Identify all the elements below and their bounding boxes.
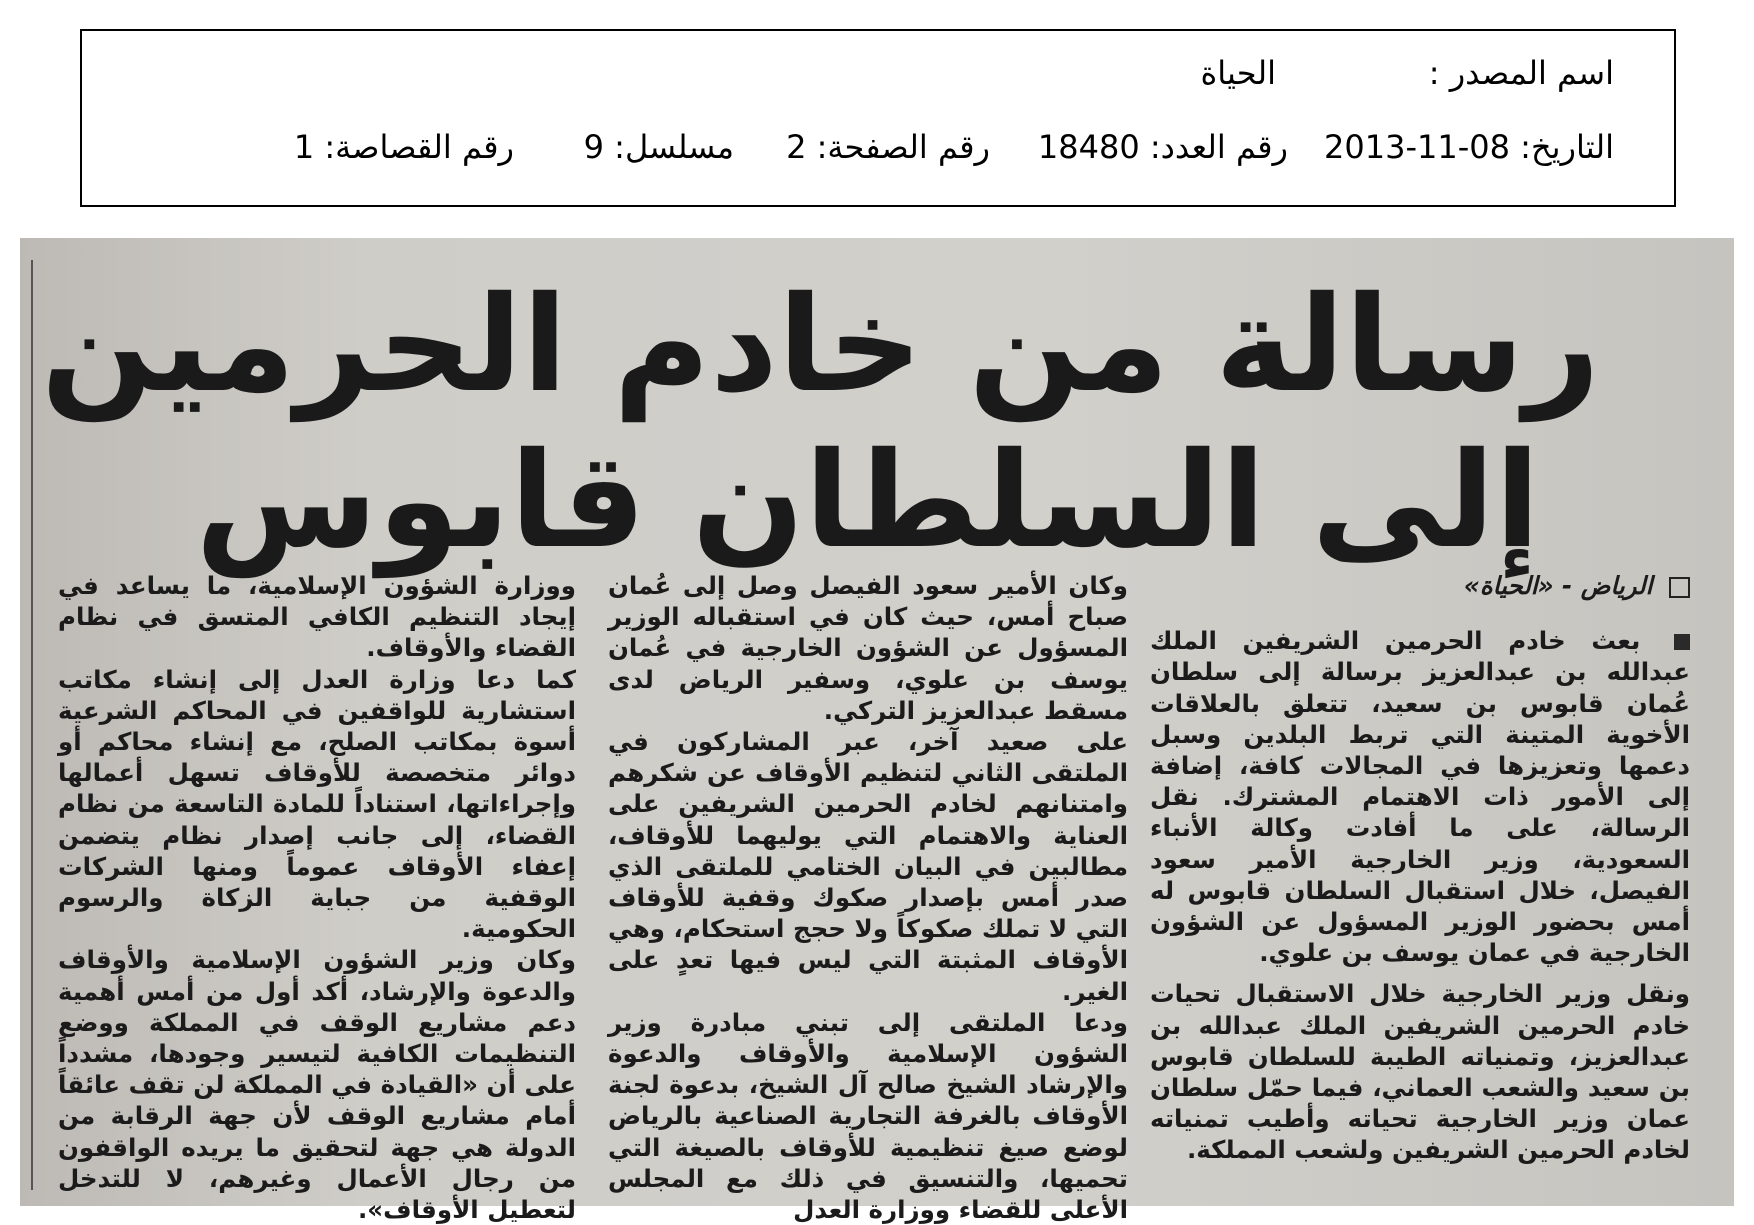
dateline (1150, 570, 1690, 601)
newspaper-clipping (20, 238, 1734, 1225)
article-column-left (58, 570, 576, 1225)
source-label: اسم المصدر : (1428, 54, 1614, 92)
article-column-right (1150, 570, 1690, 1166)
dateline-text: الرياض - «الحياة» (1463, 571, 1653, 600)
issue-number-field: رقم العدد: 18480 (1037, 128, 1288, 166)
serial-field: مسلسل: 9 (583, 128, 734, 166)
clip-number-field: رقم القصاصة: 1 (293, 128, 514, 166)
headline-line-2: إلى السلطان قابوس (195, 424, 1540, 578)
column-rule (31, 260, 33, 1190)
paragraph (1150, 625, 1690, 968)
source-value: الحياة (1200, 54, 1276, 92)
paragraph: ووزارة الشؤون الإسلامية، ما يساعد في إيجاد التنظيم الكافي المتسق في نظام القضاء والأوقاف. (58, 571, 576, 663)
article-column-middle (608, 570, 1128, 1225)
paragraph: ودعا الملتقى إلى تبني مبادرة وزير الشؤون الإسلامية والأوقاف والدعوة والإرشاد الشيخ صالح آل الشيخ، بدعوة لجنة الأوقاف بالغرفة التجارية الصناعية بالرياض لوضع صيغ تنظيمية للأوقاف بالصيغة التي تحميها، والتنسيق في ذلك مع المجلس الأعلى للقضاء ووزارة العدل (608, 1007, 1128, 1225)
paragraph-text: بعث خادم الحرمين الشريفين الملك عبدالله بن عبدالعزيز برسالة إلى سلطان عُمان قابوس بن سعيد، تتعلق بالعلاقات الأخوية المتينة التي تربط البلدين وسبل دعمها وتعزيزها في المجالات كافة، إضافة إلى الأمور ذات الاهتمام المشترك. نقل الرسالة، على ما أفادت وكالة الأنباء السعودية، وزير الخارجية الأمير سعود الفيصل، خلال استقبال السلطان قابوس له أمس بحضور الوزير المسؤول عن الشؤون الخارجية في عمان يوسف بن علوي. (1150, 626, 1690, 968)
paragraph: وكان وزير الشؤون الإسلامية والأوقاف والدعوة والإرشاد، أكد أول من أمس أهمية دعم مشاريع الوقف في المملكة ووضع التنظيمات الكافية لتيسير وجودها، مشدداً على أن «القيادة في المملكة لن تقف عائقاً أمام مشاريع الوقف لأن جهة الرقابة من الدولة هي جهة لتحقيق ما يريده الواقفون من رجال الأعمال وغيرهم، لا للتدخل لتعطيل الأوقاف». (58, 945, 576, 1225)
paragraph: كما دعا وزارة العدل إلى إنشاء مكاتب استشارية للواقفين في المحاكم الشرعية أسوة بمكاتب الصلح، مع إنشاء محاكم أو دوائر متخصصة للأوقاف تسهل أعمالها وإجراءاتها، استناداً للمادة التاسعة من نظام القضاء، إلى جانب إصدار نظام يتضمن إعفاء الأوقاف عموماً ومنها الشركات الوقفية من جباية الزكاة والرسوم الحكومية. (58, 664, 576, 944)
source-info-box (80, 29, 1676, 207)
headline-line-1: رسالة من خادم الحرمين (41, 268, 1600, 422)
date-field: التاريخ: 08-11-2013 (1324, 128, 1614, 166)
dateline-square-icon (1669, 577, 1690, 598)
paragraph: على صعيد آخر، عبر المشاركون في الملتقى الثاني لتنظيم الأوقاف عن شكرهم وامتنانهم لخادم الحرمين الشريفين على العناية والاهتمام التي يوليهما للأوقاف، مطالبين في البيان الختامي للملتقى الذي صدر أمس بإصدار صكوك وقفية للأوقاف التي لا تملك صكوكاً ولا حجج استحكام، وهي الأوقاف المثبتة التي ليس فيها تعدٍ على الغير. (608, 727, 1128, 1006)
paragraph: ونقل وزير الخارجية خلال الاستقبال تحيات خادم الحرمين الشريفين الملك عبدالله بن عبدالعزيز، وتمنياته الطيبة للسلطان قابوس بن سعيد والشعب العماني، فيما حمّل سلطان عمان وزير الخارجية تحياته وأطيب تمنياته لخادم الحرمين الشريفين ولشعب المملكة. (1150, 979, 1690, 1165)
lead-square-icon (1674, 634, 1690, 650)
paragraph: وكان الأمير سعود الفيصل وصل إلى عُمان صباح أمس، حيث كان في استقباله الوزير المسؤول عن الشؤون الخارجية في عُمان يوسف بن علوي، وسفير الرياض لدى مسقط عبدالعزيز التركي. (608, 571, 1128, 725)
page-number-field: رقم الصفحة: 2 (786, 128, 990, 166)
